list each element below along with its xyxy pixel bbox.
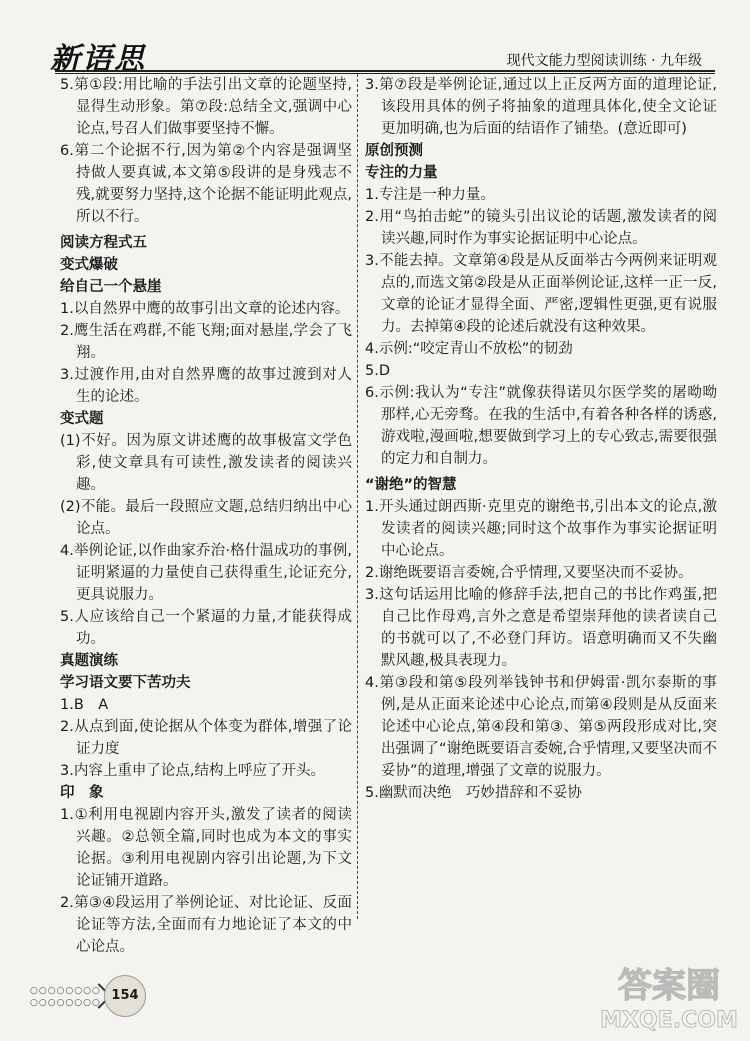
section-heading: 原创预测 bbox=[365, 143, 423, 159]
answer-paragraph: (2)不能。最后一段照应文题,总结归纳出中心论点。 bbox=[60, 499, 352, 537]
answer-paragraph: 1.B A bbox=[60, 697, 109, 713]
answer-paragraph: 2.谢绝既要语言委婉,合乎情理,又要坚决而不妥协。 bbox=[365, 565, 693, 581]
answer-paragraph: 1.①利用电视剧内容开头,激发了读者的阅读兴趣。②总领全篇,同时也成为本文的事实论据。③利用电视剧内容引出论题,为下文论证铺开道路。 bbox=[60, 807, 352, 889]
page-header bbox=[0, 0, 750, 77]
answer-paragraph: 6.示例:我认为“专注”就像获得诺贝尔医学奖的屠呦呦那样,心无旁骛。在我的生活中,有着各种各样的诱惑,游戏啦,漫画啦,想要做到学习上的专心致志,需要很强的定力和自制力。 bbox=[365, 385, 717, 467]
right-column bbox=[365, 74, 717, 804]
svg-text:MXQE.COM: MXQE.COM bbox=[600, 1008, 738, 1033]
answer-paragraph: 1.开头通过朗西斯·克里克的谢绝书,引出本文的论点,激发读者的阅读兴趣;同时这个故事作为事实论据证明中心论点。 bbox=[365, 499, 717, 559]
answer-paragraph: 5.第①段:用比喻的手法引出文章的论题坚持,显得生动形象。第⑦段:总结全文,强调中心论点,号召人们做事要坚持不懈。 bbox=[60, 77, 352, 137]
answer-paragraph: 5.人应该给自己一个紧逼的力量,才能获得成功。 bbox=[60, 609, 352, 647]
answer-paragraph: 1.专注是一种力量。 bbox=[365, 187, 495, 203]
answer-paragraph: (1)不好。因为原文讲述鹰的故事极富文学色彩,使文章具有可读性,激发读者的阅读兴趣。 bbox=[60, 433, 352, 493]
decorative-dots: ○○○○○○○○ ○○○○○○○○ bbox=[30, 986, 101, 1008]
section-heading: 给自己一个悬崖 bbox=[60, 279, 162, 295]
section-heading: 变式爆破 bbox=[60, 257, 118, 273]
section-heading: “谢绝”的智慧 bbox=[365, 477, 457, 493]
answer-paragraph: 3.不能去掉。文章第④段是从反面举古今两例来证明观点的,而选文第②段是从正面举例论证,这样一正一反,文章的论证才显得全面、严密,逻辑性更强,更有说服力。去掉第④段的论述后就没有这种效果。 bbox=[365, 253, 717, 335]
answer-paragraph: 4.示例:“咬定青山不放松”的韧劲 bbox=[365, 341, 573, 357]
page-number: 154 bbox=[104, 975, 146, 1017]
answer-paragraph: 3.第⑦段是举例论证,通过以上正反两方面的道理论证,该段用具体的例子将抽象的道理具体化,使全文论证更加明确,也为后面的结语作了铺垫。(意近即可) bbox=[365, 77, 717, 137]
answer-paragraph: 6.第二个论据不行,因为第②个内容是强调坚持做人要真诚,本文第⑤段讲的是身残志不残,就要努力坚持,这个论据不能证明此观点,所以不行。 bbox=[60, 143, 352, 225]
series-title: 现代文能力型阅读训练 · 九年级 bbox=[506, 53, 702, 69]
answer-paragraph: 5.幽默而决绝 巧妙措辞和不妥协 bbox=[365, 785, 582, 801]
brand-logo: 新语思 bbox=[50, 42, 146, 77]
section-heading: 变式题 bbox=[60, 411, 104, 427]
watermark-logo bbox=[597, 955, 742, 1035]
answer-paragraph: 3.过渡作用,由对自然界鹰的故事过渡到对人生的论述。 bbox=[60, 367, 352, 405]
column-divider bbox=[357, 74, 358, 919]
answer-paragraph: 2.第③④段运用了举例论证、对比论证、反面论证等方法,全面而有力地论证了本文的中心论点。 bbox=[60, 895, 352, 955]
answer-paragraph: 4.第③段和第⑤段列举钱钟书和伊姆雷·凯尔泰斯的事例,是从正面来论述中心论点,而第④段则是从反面来论述中心论点,第④段和第③、第⑤两段形成对比,突出强调了“谢绝既要语言委婉,合乎情理,又要坚决而不妥协”的道理,增强了文章的说服力。 bbox=[365, 675, 717, 779]
left-column bbox=[60, 74, 352, 958]
answer-paragraph: 2.从点到面,使论据从个体变为群体,增强了论证力度 bbox=[60, 719, 352, 757]
answer-paragraph: 3.内容上重申了论点,结构上呼应了开头。 bbox=[60, 763, 325, 779]
section-heading: 专注的力量 bbox=[365, 165, 438, 181]
answer-paragraph: 1.以自然界中鹰的故事引出文章的论述内容。 bbox=[60, 301, 350, 317]
section-heading: 真题演练 bbox=[60, 653, 118, 669]
answer-paragraph: 3.这句话运用比喻的修辞手法,把自己的书比作鸡蛋,把自己比作母鸡,言外之意是希望崇拜他的读者读自己的书就可以了,不必登门拜访。语意明确而又不失幽默风趣,极具表现力。 bbox=[365, 587, 717, 669]
section-heading: 学习语文要下苦功夫 bbox=[60, 675, 191, 691]
answer-paragraph: 2.鹰生活在鸡群,不能飞翔;面对悬崖,学会了飞翔。 bbox=[60, 323, 352, 361]
answer-paragraph: 4.举例论证,以作曲家乔治·格什温成功的事例,证明紧逼的力量使自己获得重生,论证充分,更具说服力。 bbox=[60, 543, 352, 603]
answer-paragraph: 2.用“鸟拍击蛇”的镜头引出议论的话题,激发读者的阅读兴趣,同时作为事实论据证明中心论点。 bbox=[365, 209, 717, 247]
header-rule bbox=[55, 70, 715, 72]
answer-paragraph: 5.D bbox=[365, 363, 390, 379]
svg-text:答案圈: 答案圈 bbox=[618, 966, 720, 1006]
section-heading: 印 象 bbox=[60, 785, 104, 801]
page-footer bbox=[0, 941, 750, 1041]
section-heading: 阅读方程式五 bbox=[60, 235, 147, 251]
